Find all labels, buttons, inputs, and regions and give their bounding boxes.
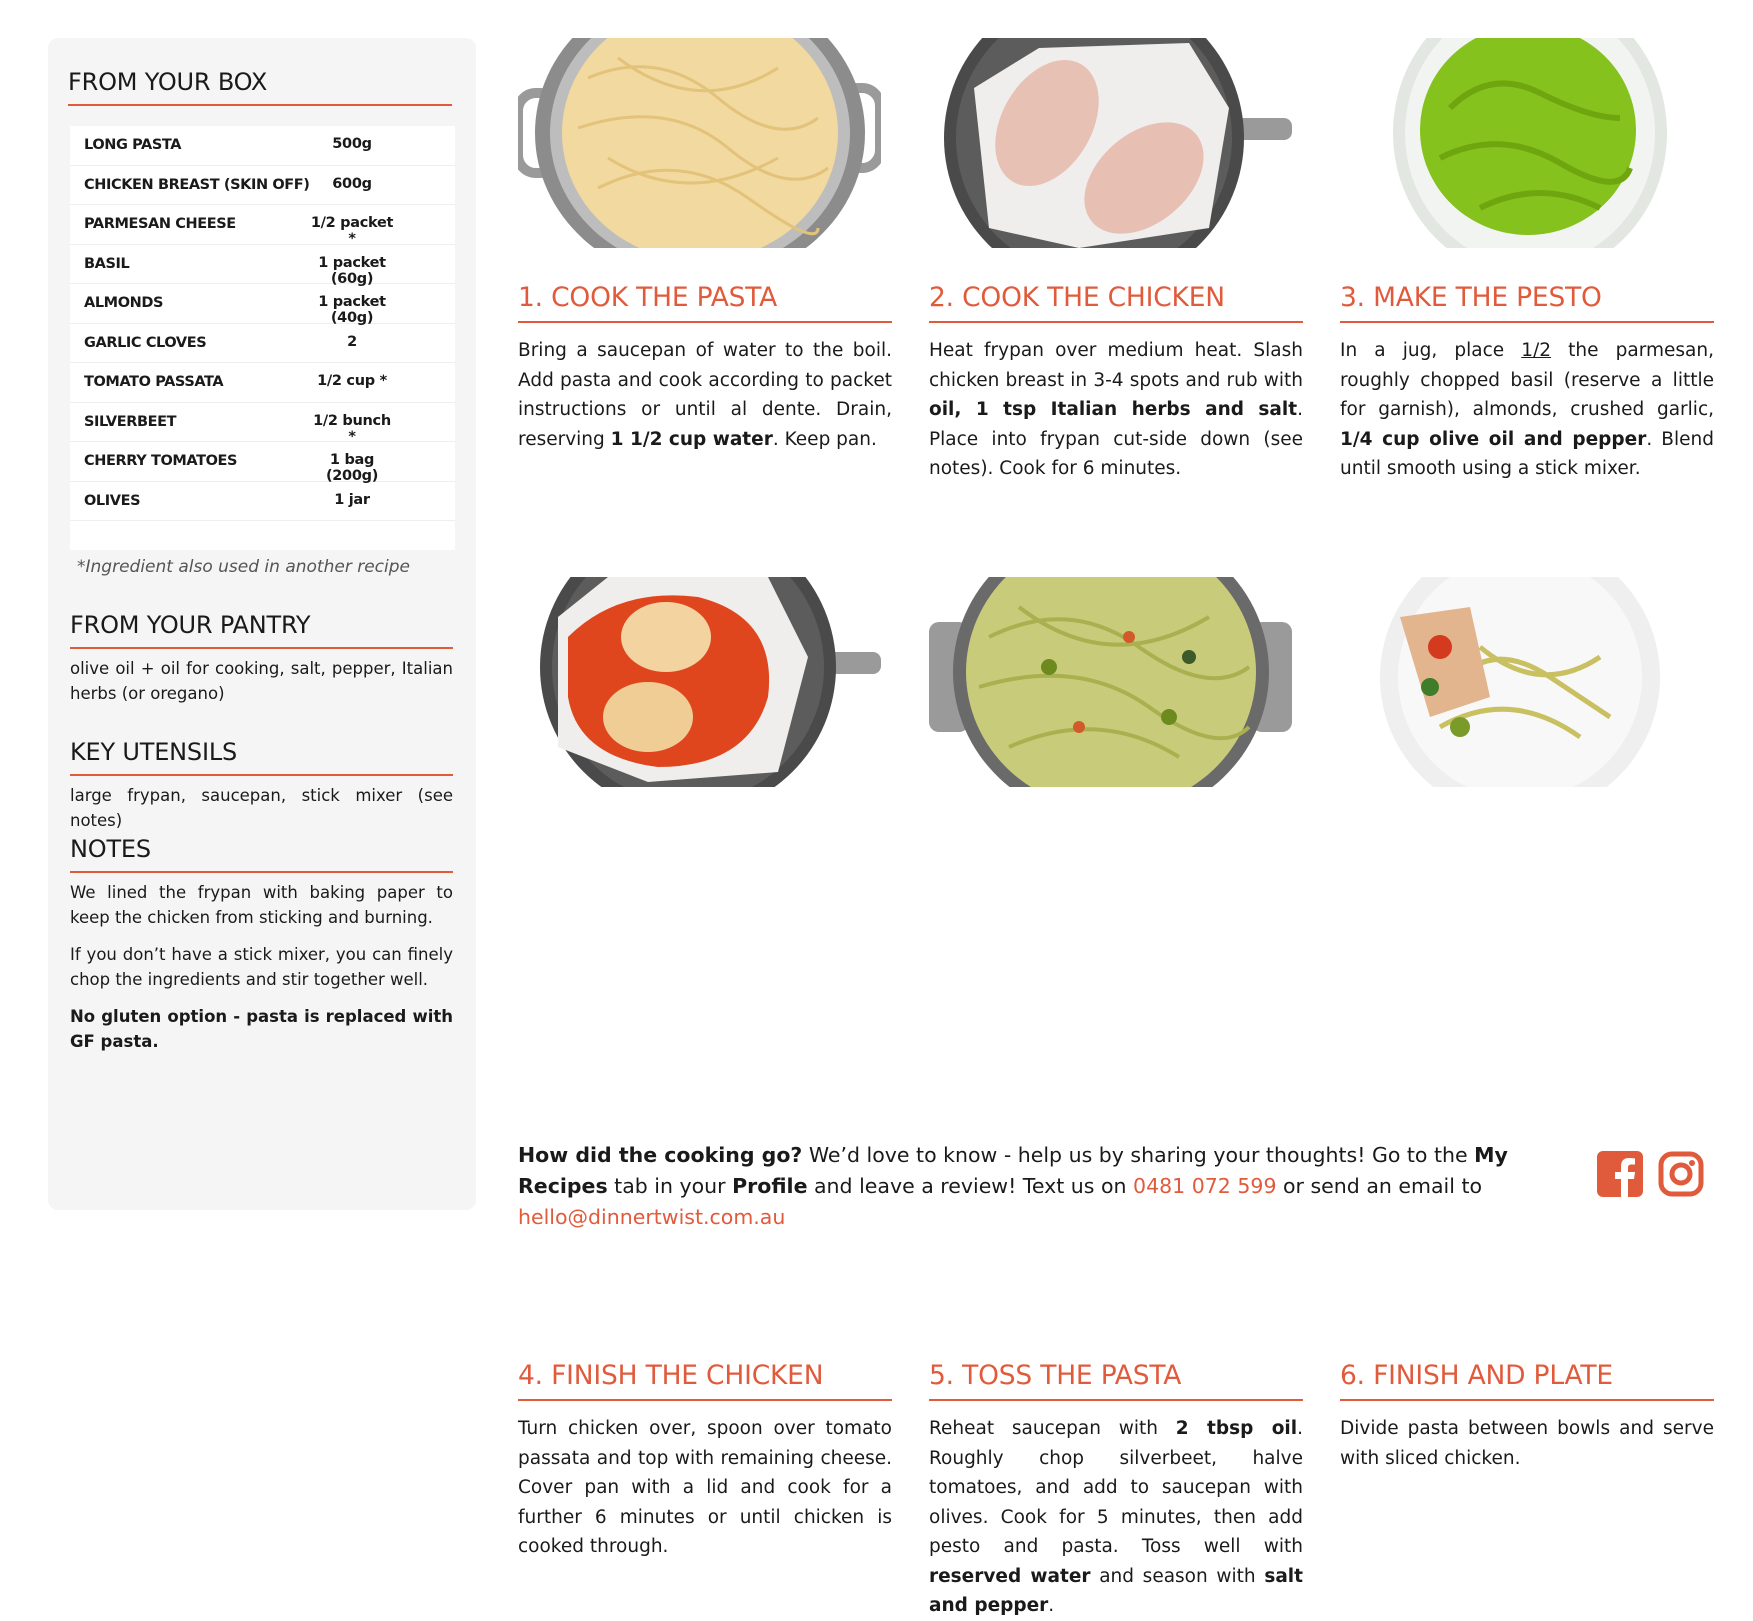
feedback-message — [518, 1140, 1578, 1233]
ingredient-name: BASIL — [84, 255, 130, 272]
ingredients-table — [70, 126, 455, 550]
step-text: and season with — [1090, 1565, 1265, 1587]
facebook-icon[interactable] — [1597, 1151, 1643, 1197]
step-4-body — [518, 1414, 892, 1562]
step-fraction: 1/2 — [1521, 340, 1552, 361]
step-emphasis: reserved water — [929, 1565, 1091, 1587]
ingredient-qty: 2 — [347, 333, 357, 350]
feedback-text: We’d love to know - help us by sharing your thoughts! Go to the — [802, 1143, 1475, 1167]
step-3-title: 3. MAKE THE PESTO — [1340, 282, 1714, 323]
step-text: Heat frypan over medium heat. Slash chicken breast in 3-4 spots and rub with — [929, 340, 1303, 391]
ingredient-row — [70, 205, 455, 245]
ingredient-row — [70, 126, 455, 166]
ingredient-name: CHICKEN BREAST (SKIN OFF) — [84, 176, 310, 193]
ingredient-name: PARMESAN CHEESE — [84, 216, 236, 232]
notes-list — [70, 880, 453, 1066]
ingredient-row — [70, 482, 455, 522]
ingredient-row — [70, 442, 455, 482]
step-emphasis: 1 1/2 cup water — [610, 428, 773, 450]
ingredient-qty: 1 packet (60g) — [318, 254, 386, 287]
step-3-image — [1340, 38, 1703, 248]
step-2-title: 2. COOK THE CHICKEN — [929, 282, 1303, 323]
ingredient-name: CHERRY TOMATOES — [84, 453, 238, 469]
ingredient-qty: 1/2 packet * — [310, 215, 394, 247]
step-text: . Roughly chop silverbeet, halve tomatoes, and add to saucepan with olives. Cook for 5 minutes, then add pesto and pasta. Toss well with — [929, 1418, 1303, 1557]
step-4-title: 4. FINISH THE CHICKEN — [518, 1360, 892, 1401]
step-5-image — [929, 577, 1292, 787]
ingredients-sidebar — [48, 38, 476, 1210]
step-text: In a jug, place — [1340, 340, 1522, 361]
step-text: . — [1048, 1595, 1055, 1616]
step-text: . Place into frypan cut-side down (see notes). Cook for 6 minutes. — [929, 399, 1303, 479]
step-1-title: 1. COOK THE PASTA — [518, 282, 892, 323]
step-6-image — [1340, 577, 1703, 787]
utensils-text: large frypan, saucepan, stick mixer (see notes) — [70, 786, 453, 830]
ingredient-qty: 600g — [332, 175, 372, 192]
step-text: Turn chicken over, spoon over tomato passata and top with remaining cheese. Cover pan with a lid and cook for a further 6 minutes or until chicken is cooked through. — [518, 1418, 892, 1557]
notes-heading: NOTES — [70, 835, 453, 873]
from-your-box-heading: FROM YOUR BOX — [68, 68, 452, 106]
ingredient-name: SILVERBEET — [84, 413, 177, 430]
step-1-body — [518, 336, 892, 454]
from-your-pantry-heading: FROM YOUR PANTRY — [70, 611, 453, 649]
instagram-icon[interactable] — [1658, 1151, 1704, 1197]
ingredient-row — [70, 166, 455, 206]
email-link[interactable]: hello@dinnertwist.com.au — [518, 1205, 786, 1229]
ingredient-name: GARLIC CLOVES — [84, 334, 207, 351]
step-text: Divide pasta between bowls and serve with sliced chicken. — [1340, 1418, 1714, 1469]
step-emphasis: 1/4 cup olive oil and pepper — [1340, 428, 1647, 450]
phone-number-link[interactable]: 0481 072 599 — [1133, 1174, 1277, 1198]
ingredient-qty: 1 packet (40g) — [318, 294, 386, 326]
step-emphasis: salt and pepper — [929, 1565, 1303, 1616]
note-paragraph: If you don’t have a stick mixer, you can finely chop the ingredients and stir together well. — [70, 945, 453, 989]
step-2-body — [929, 336, 1303, 484]
ingredient-qty: 1 bag (200g) — [325, 452, 379, 484]
ingredient-row — [70, 403, 455, 443]
feedback-text: or send an email to — [1276, 1174, 1483, 1198]
ingredient-qty: 1 jar — [334, 491, 370, 508]
ingredient-row — [70, 324, 455, 364]
ingredient-row — [70, 363, 455, 403]
my-recipes-link-text: My Recipes — [518, 1143, 1508, 1198]
step-text: . Keep pan. — [772, 428, 877, 450]
feedback-text: tab in your — [607, 1174, 733, 1198]
step-3-body — [1340, 336, 1714, 484]
step-5-body — [929, 1414, 1303, 1621]
step-emphasis: 2 tbsp oil — [1175, 1418, 1298, 1439]
ingredient-qty: 1/2 cup * — [317, 373, 387, 389]
step-5-title: 5. TOSS THE PASTA — [929, 1360, 1303, 1401]
feedback-question: How did the cooking go? — [518, 1143, 803, 1167]
ingredient-row — [70, 245, 455, 285]
feedback-text: and leave a review! Text us on — [807, 1174, 1134, 1198]
step-emphasis: oil, 1 tsp Italian herbs and salt — [929, 399, 1298, 420]
step-1-image — [518, 38, 881, 248]
ingredient-qty: 500g — [332, 136, 372, 152]
ingredient-name: TOMATO PASSATA — [84, 374, 224, 390]
ingredient-name: ALMONDS — [84, 295, 164, 311]
step-6-body — [1340, 1414, 1714, 1473]
ingredient-name: OLIVES — [84, 492, 141, 509]
profile-link-text: Profile — [732, 1174, 808, 1198]
step-text: the parmesan, roughly chopped basil (reserve a little for garnish), almonds, crushed garlic, — [1340, 340, 1714, 420]
step-6-title: 6. FINISH AND PLATE — [1340, 1360, 1714, 1401]
ingredient-footnote: *Ingredient also used in another recipe — [77, 557, 410, 577]
step-text: Bring a saucepan of water to the boil. Add pasta and cook according to packet instructions or until al dente. Drain, reserving — [518, 340, 892, 450]
note-paragraph: No gluten option - pasta is replaced with GF pasta. — [70, 1007, 453, 1051]
step-2-image — [929, 38, 1292, 248]
ingredient-qty: 1/2 bunch * — [313, 412, 391, 445]
ingredient-row — [70, 284, 455, 324]
step-text: . Blend until smooth using a stick mixer. — [1340, 428, 1714, 479]
pantry-text: olive oil + oil for cooking, salt, pepper, Italian herbs (or oregano) — [70, 659, 453, 703]
key-utensils-heading: KEY UTENSILS — [70, 738, 453, 776]
ingredient-name: LONG PASTA — [84, 137, 182, 153]
note-paragraph: We lined the frypan with baking paper to keep the chicken from sticking and burning. — [70, 883, 453, 927]
step-4-image — [518, 577, 881, 787]
step-text: Reheat saucepan with — [929, 1418, 1176, 1439]
